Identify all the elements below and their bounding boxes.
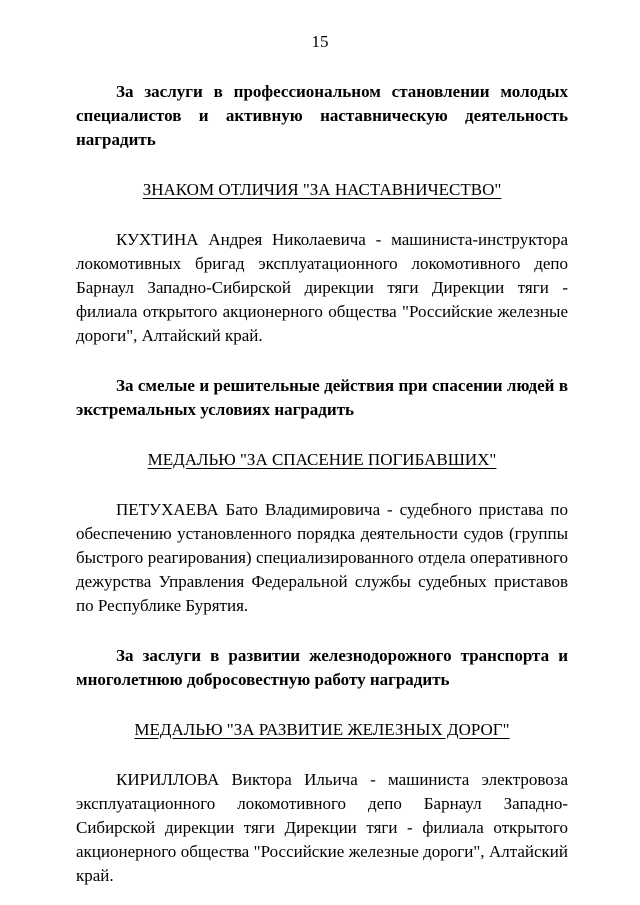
- awardee-details: Андрея Николаевича - машиниста-инструктора локомотивных бригад эксплуатационного локомотивного депо Барнаул Западно-Сибирской дирекции тяги Дирекции тяги - филиала открытого акционерного общества "Российские железные дороги", Алтайский край.: [76, 230, 568, 345]
- awardee-surname: КИРИЛЛОВА: [116, 770, 220, 789]
- award-title: ЗНАКОМ ОТЛИЧИЯ "ЗА НАСТАВНИЧЕСТВО": [142, 180, 502, 199]
- award-reason: За заслуги в профессиональном становлении молодых специалистов и активную наставническую деятельность наградить: [76, 82, 568, 149]
- awardee-paragraph: [76, 228, 568, 348]
- awardee-surname: ПЕТУХАЕВА: [116, 500, 219, 519]
- award-reason: За заслуги в развитии железнодорожного транспорта и многолетнюю добросовестную работу наградить: [76, 646, 568, 689]
- award-title: МЕДАЛЬЮ "ЗА РАЗВИТИЕ ЖЕЛЕЗНЫХ ДОРОГ": [134, 720, 510, 739]
- awardee-paragraph: [76, 768, 568, 888]
- award-reason: За смелые и решительные действия при спасении людей в экстремальных условиях наградить: [76, 376, 568, 419]
- awardee-paragraph: [76, 498, 568, 618]
- page-number: 15: [311, 32, 329, 51]
- document-body: [76, 80, 568, 888]
- awardee-details: Бато Владимировича - судебного пристава по обеспечению установленного порядка деятельности судов (группы быстрого реагирования) специализированного отдела оперативного дежурства Управления Федеральной службы судебных приставов по Республике Бурятия.: [76, 500, 568, 615]
- award-title: МЕДАЛЬЮ "ЗА СПАСЕНИЕ ПОГИБАВШИХ": [147, 450, 497, 469]
- awardee-surname: КУХТИНА: [116, 230, 199, 249]
- awardee-details: Виктора Ильича - машиниста электровоза эксплуатационного локомотивного депо Барнаул Западно-Сибирской дирекции тяги Дирекции тяги - филиала открытого акционерного общества "Российские железные дороги", Алтайский край.: [76, 770, 569, 885]
